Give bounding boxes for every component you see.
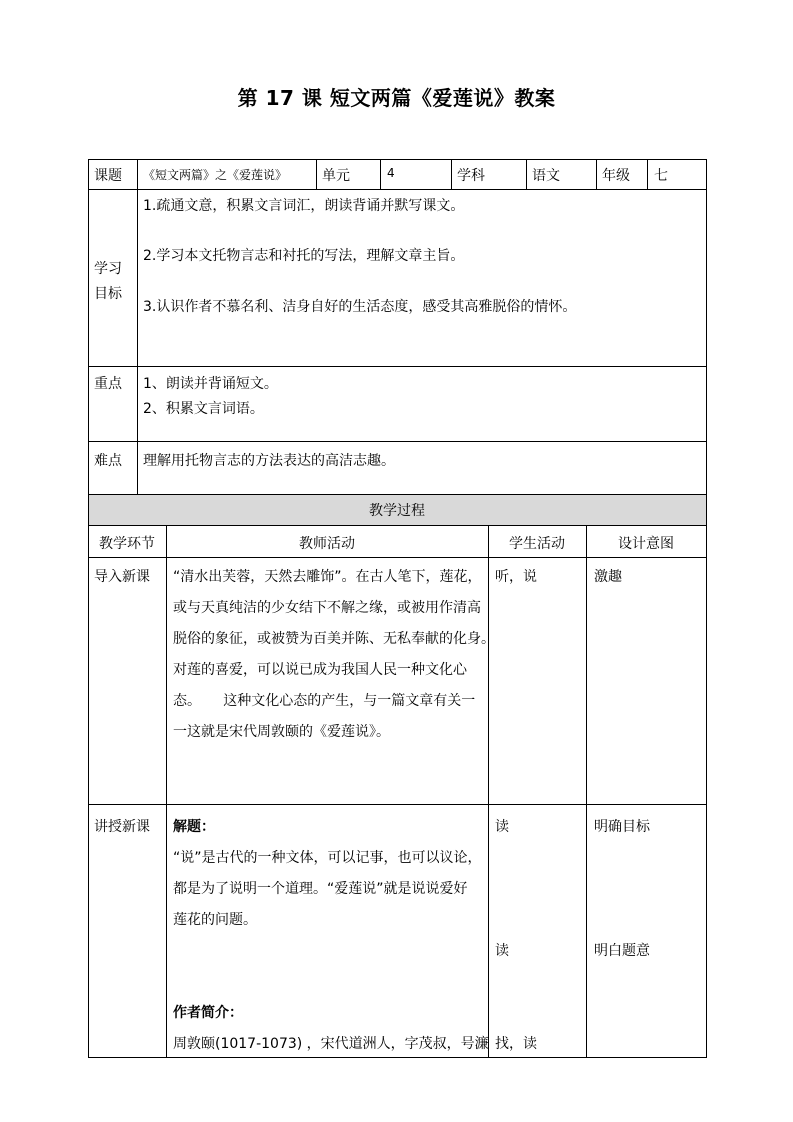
- document-title: 第 17 课 短文两篇《爱莲说》教案: [237, 86, 556, 110]
- row-line: [88, 525, 707, 526]
- table-border-bottom: [88, 1057, 707, 1058]
- lecture-body-line: 都是为了说明一个道理。“爱莲说”就是说说爱好: [173, 881, 468, 897]
- difficulty-label: 难点: [94, 453, 122, 469]
- table-border-top: [88, 159, 707, 160]
- col-line: [137, 159, 138, 495]
- col-line: [586, 525, 587, 1058]
- intro-student: 听，说: [495, 569, 537, 585]
- lecture-design: 明白题意: [594, 943, 650, 959]
- intro-design: 激趣: [594, 569, 622, 585]
- intro-teacher-line: 或与天真纯洁的少女结下不解之缘，或被用作清高: [173, 600, 481, 616]
- row-line: [88, 494, 707, 495]
- row-line: [88, 557, 707, 558]
- key-point-1: 1、朗读并背诵短文。: [143, 376, 278, 392]
- intro-teacher-line: 对莲的喜爱，可以说已成为我国人民一种文化心: [173, 662, 467, 678]
- col-line: [488, 525, 489, 1058]
- row-line: [88, 441, 707, 442]
- row-line: [88, 804, 707, 805]
- topic-label: 课题: [94, 168, 122, 184]
- col-line: [596, 159, 597, 190]
- intro-stage: 导入新课: [94, 569, 150, 585]
- key-point-2: 2、积累文言词语。: [143, 401, 264, 417]
- lecture-body-line: 莲花的问题。: [173, 912, 257, 928]
- intro-teacher-line: 一这就是宋代周敦颐的《爱莲说》。: [173, 724, 390, 740]
- lecture-student: 读: [495, 943, 509, 959]
- lecture-stage: 讲授新课: [94, 819, 150, 835]
- process-header: 教学过程: [369, 503, 425, 519]
- table-border-left: [88, 159, 89, 1058]
- goal-item-2: 2.学习本文托物言志和衬托的写法，理解文章主旨。: [143, 248, 465, 264]
- col-line: [316, 159, 317, 190]
- lecture-heading-author: 作者简介：: [173, 1005, 243, 1021]
- row-line: [88, 189, 707, 190]
- col-line: [451, 159, 452, 190]
- col-line: [647, 159, 648, 190]
- key-points-label: 重点: [94, 376, 122, 392]
- intro-teacher-line: 态。 这种文化心态的产生，与一篇文章有关一: [173, 693, 476, 709]
- goals-label-line1: 学习: [94, 261, 122, 277]
- lecture-student: 找，读: [495, 1036, 537, 1052]
- row-line: [88, 366, 707, 367]
- table-border-right: [706, 159, 707, 1058]
- grade-label: 年级: [602, 168, 630, 184]
- lecture-body-line: “说”是古代的一种文体，可以记事，也可以议论，: [173, 850, 482, 866]
- grade-value: 七: [654, 168, 668, 184]
- intro-teacher-line: 脱俗的象征，或被赞为百美并陈、无私奉献的化身。: [173, 631, 495, 647]
- lecture-author-line: 周敦颐(1017-1073) ，宋代道洲人，字茂叔，号濂: [173, 1036, 489, 1052]
- col-header-design: 设计意图: [618, 536, 674, 552]
- col-header-student: 学生活动: [509, 536, 565, 552]
- goals-label-line2: 目标: [94, 286, 122, 302]
- goal-item-1: 1.疏通文意，积累文言词汇，朗读背诵并默写课文。: [143, 198, 465, 214]
- unit-label: 单元: [322, 168, 350, 184]
- lecture-heading-title-explanation: 解题：: [173, 819, 215, 835]
- unit-value: 4: [387, 166, 395, 180]
- lecture-design: 明确目标: [594, 819, 650, 835]
- difficulty-text: 理解用托物言志的方法表达的高洁志趣。: [143, 453, 395, 469]
- subject-label: 学科: [457, 168, 485, 184]
- col-line: [526, 159, 527, 190]
- goal-item-3: 3.认识作者不慕名利、洁身自好的生活态度，感受其高雅脱俗的情怀。: [143, 299, 577, 315]
- col-line: [166, 525, 167, 1058]
- col-header-teacher: 教师活动: [299, 536, 355, 552]
- subject-value: 语文: [532, 168, 560, 184]
- col-line: [380, 159, 381, 190]
- lecture-student: 读: [495, 819, 509, 835]
- topic-value: 《短文两篇》之《爱莲说》: [143, 168, 288, 182]
- col-header-stage: 教学环节: [99, 536, 155, 552]
- intro-teacher-line: “清水出芙蓉，天然去雕饰”。在古人笔下，莲花，: [173, 569, 482, 585]
